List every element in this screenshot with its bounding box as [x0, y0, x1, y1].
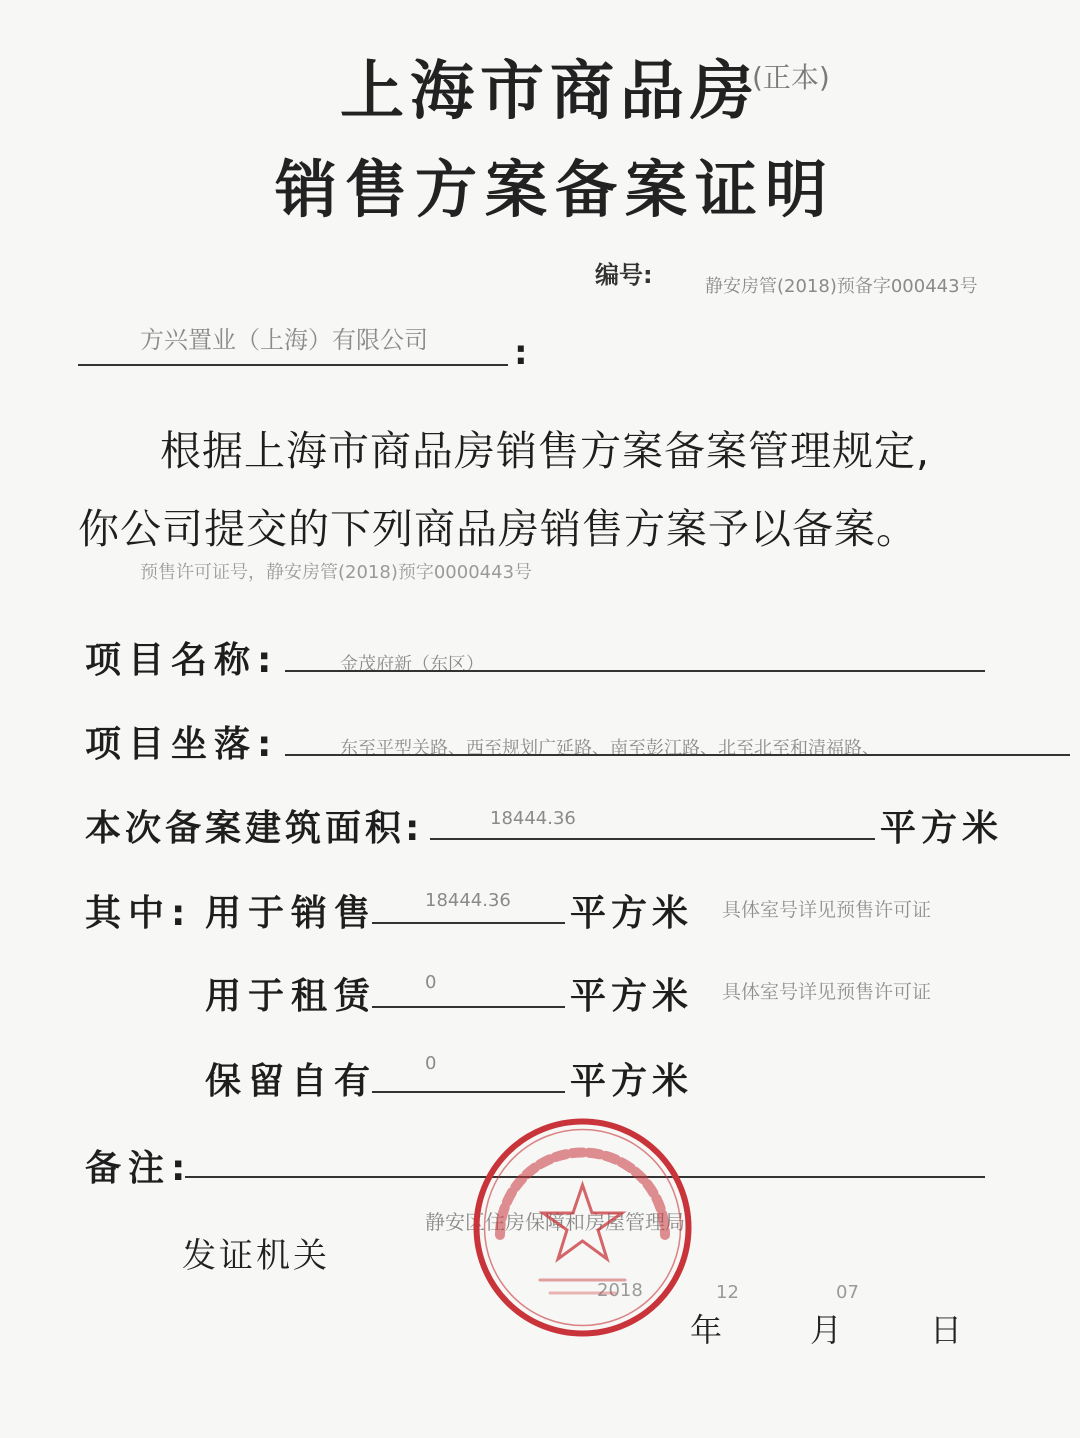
- issuing-agency: 静安区住房保障和房屋管理局: [425, 1210, 685, 1234]
- project-location-value: 东至平型关路、西至规划广延路、南至彭江路、北至北至和清福路、: [340, 738, 880, 759]
- for-sale-note: 具体室号详见预售许可证: [722, 899, 932, 921]
- for-sale-unit: 平方米: [570, 893, 694, 934]
- date-year-value: 2018: [597, 1280, 643, 1301]
- date-month-value: 12: [716, 1282, 739, 1303]
- reserved-value: 0: [425, 1053, 437, 1074]
- number-label: 编号:: [595, 261, 653, 289]
- project-name-label: 项目名称:: [85, 640, 279, 681]
- for-lease-label: 用于租赁: [205, 976, 378, 1017]
- project-location-label: 项目坐落:: [85, 724, 279, 765]
- original-copy-tag: (正本): [752, 61, 830, 94]
- total-area-unit: 平方米: [880, 808, 1004, 849]
- for-lease-underline: [372, 1006, 565, 1008]
- recipient-underline: [78, 364, 508, 366]
- for-lease-unit: 平方米: [570, 976, 694, 1017]
- date-year-label: 年: [690, 1311, 723, 1349]
- reserved-unit: 平方米: [570, 1061, 694, 1102]
- permit-number: 预售许可证号，静安房管(2018)预字0000443号: [140, 562, 533, 583]
- for-sale-label: 用于销售: [205, 893, 378, 934]
- official-seal-icon: [470, 1115, 695, 1340]
- total-area-underline: [430, 838, 875, 840]
- title-line-2: 销售方案备案证明: [275, 153, 836, 226]
- title-line-1: 上海市商品房: [340, 55, 760, 129]
- of-which-label: 其中:: [85, 893, 193, 934]
- total-area-label: 本次备案建筑面积:: [85, 808, 424, 849]
- for-sale-value: 18444.36: [425, 890, 511, 911]
- for-sale-underline: [372, 922, 565, 924]
- for-lease-note: 具体室号详见预售许可证: [722, 981, 932, 1003]
- reserved-underline: [372, 1091, 565, 1093]
- issuer-label: 发证机关: [182, 1236, 330, 1276]
- number-value: 静安房管(2018)预备字000443号: [705, 276, 978, 297]
- recipient-company: 方兴置业（上海）有限公司: [140, 326, 428, 354]
- project-name-value: 金茂府新（东区）: [340, 654, 484, 675]
- total-area-value: 18444.36: [490, 808, 576, 829]
- project-location-underline: [285, 754, 1070, 756]
- body-paragraph-2: 你公司提交的下列商品房销售方案予以备案。: [78, 505, 918, 553]
- for-lease-value: 0: [425, 972, 437, 993]
- recipient-colon: :: [514, 333, 528, 373]
- project-name-underline: [285, 670, 985, 672]
- body-paragraph-1: 根据上海市商品房销售方案备案管理规定,: [160, 427, 931, 475]
- date-day-value: 07: [836, 1282, 859, 1303]
- remarks-label: 备注:: [85, 1148, 193, 1189]
- reserved-label: 保留自有: [205, 1061, 378, 1102]
- date-day-label: 日: [930, 1311, 963, 1349]
- date-month-label: 月: [810, 1311, 843, 1349]
